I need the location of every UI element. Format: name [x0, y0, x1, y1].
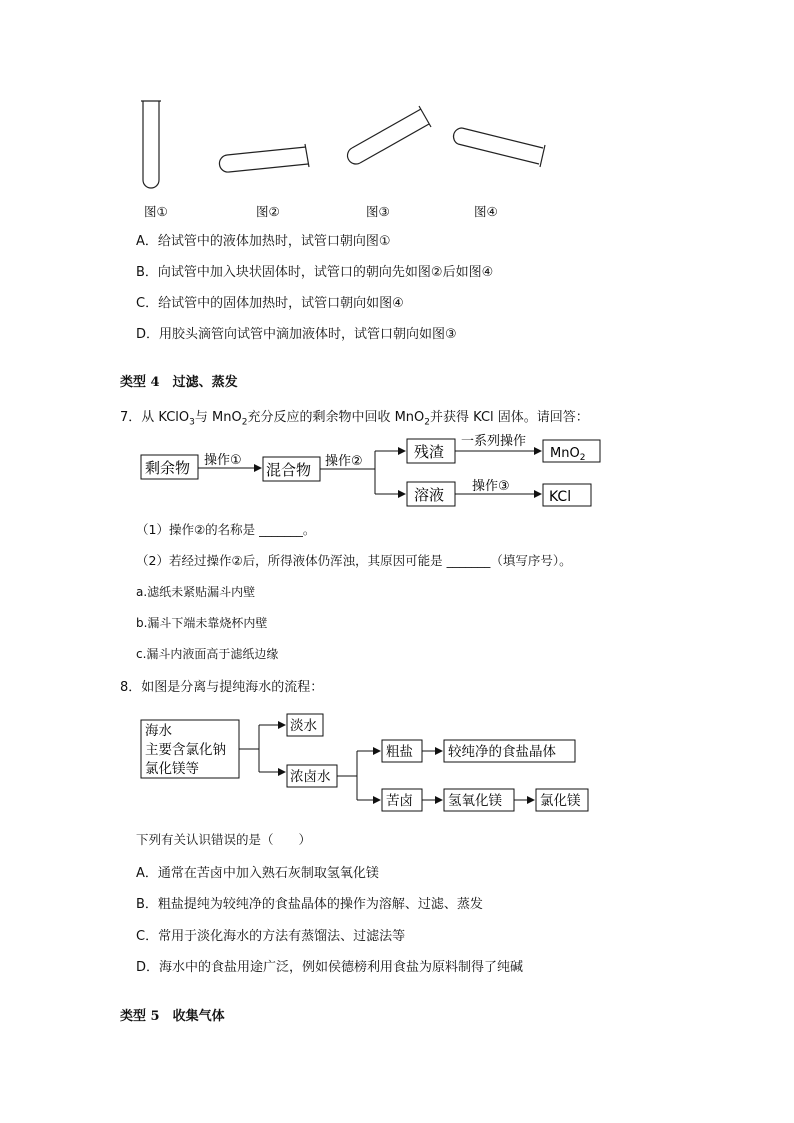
figure-label-1: 图① [144, 204, 168, 219]
q8-option-d: D．海水中的食盐用途广泛，例如侯德榜利用食盐为原料制得了纯碱 [136, 960, 524, 975]
figure-label-3: 图③ [366, 204, 390, 219]
label-brine: 浓卤水 [290, 769, 331, 785]
test-tube-figures [0, 0, 794, 200]
label-op1: 操作① [204, 453, 242, 468]
section-heading-type4: 类型 4 过滤、蒸发 [120, 375, 238, 390]
label-box-solid: 残渣 [414, 443, 445, 461]
q7-stem: 7．从 KClO$_3$与 MnO$_2$充分反应的剩余物中回收 MnO$_2$并获得 KCl 固体。请回答： [120, 410, 589, 428]
label-box-kcl: KCl [549, 489, 572, 505]
q8-flow-diagram [0, 710, 794, 820]
test-tube-steep-tilt [348, 106, 431, 164]
q8-option-b: B．粗盐提纯为较纯净的食盐晶体的操作为溶解、过滤、蒸发 [136, 897, 483, 912]
label-series-ops: 一系列操作 [461, 434, 527, 449]
q7-sub1: （1）操作②的名称是 _______。 [136, 522, 316, 537]
figure-label-2: 图② [256, 204, 280, 219]
q7-flow-diagram [0, 430, 794, 510]
label-seawater-3: 氯化镁等 [145, 761, 199, 777]
q7-sub2: （2）若经过操作②后，所得液体仍浑浊，其原因可能是 _______（填写序号）。 [136, 553, 572, 568]
q8-question: 下列有关认识错误的是（ ） [136, 832, 312, 847]
q7-choice-b: b.漏斗下端未靠烧杯内壁 [136, 616, 268, 630]
q8-option-a: A．通常在苦卤中加入熟石灰制取氢氧化镁 [136, 866, 379, 881]
q8-stem: 8．如图是分离与提纯海水的流程： [120, 680, 324, 695]
label-bittern: 苦卤 [386, 793, 413, 809]
q6-option-d: D．用胶头滴管向试管中滴加液体时，试管口朝向如图③ [136, 327, 457, 342]
label-mg-hydroxide: 氢氧化镁 [448, 793, 502, 809]
label-mg-chloride: 氯化镁 [540, 793, 581, 809]
label-seawater-1: 海水 [145, 723, 172, 739]
label-box-residue: 剩余物 [145, 459, 191, 477]
q7-choice-a: a.滤纸未紧贴漏斗内壁 [136, 585, 256, 599]
q6-option-b: B．向试管中加入块状固体时，试管口的朝向先如图②后如图④ [136, 265, 494, 280]
label-fresh-water: 淡水 [290, 718, 317, 734]
section-heading-type5: 类型 5 收集气体 [120, 1009, 225, 1024]
label-box-solution: 溶液 [414, 486, 445, 504]
q6-option-c: C．给试管中的固体加热时，试管口朝向如图④ [136, 296, 404, 311]
test-tube-vertical [141, 101, 161, 188]
label-op2: 操作② [325, 454, 363, 469]
test-tube-slight-tilt [219, 144, 309, 172]
label-seawater-2: 主要含氯化钠 [145, 742, 226, 758]
label-pure-salt: 较纯净的食盐晶体 [448, 744, 556, 760]
q7-choice-c: c.漏斗内液面高于滤纸边缘 [136, 647, 279, 661]
label-op3: 操作③ [472, 479, 510, 494]
q8-option-c: C．常用于淡化海水的方法有蒸馏法、过滤法等 [136, 929, 406, 944]
figure-label-4: 图④ [474, 204, 498, 219]
q6-option-a: A．给试管中的液体加热时，试管口朝向图① [136, 234, 391, 249]
label-crude-salt: 粗盐 [386, 744, 413, 760]
label-box-mno2: MnO$_2$ [550, 446, 586, 463]
label-box-mixture: 混合物 [266, 461, 312, 479]
test-tube-downward-tilt [454, 128, 546, 167]
